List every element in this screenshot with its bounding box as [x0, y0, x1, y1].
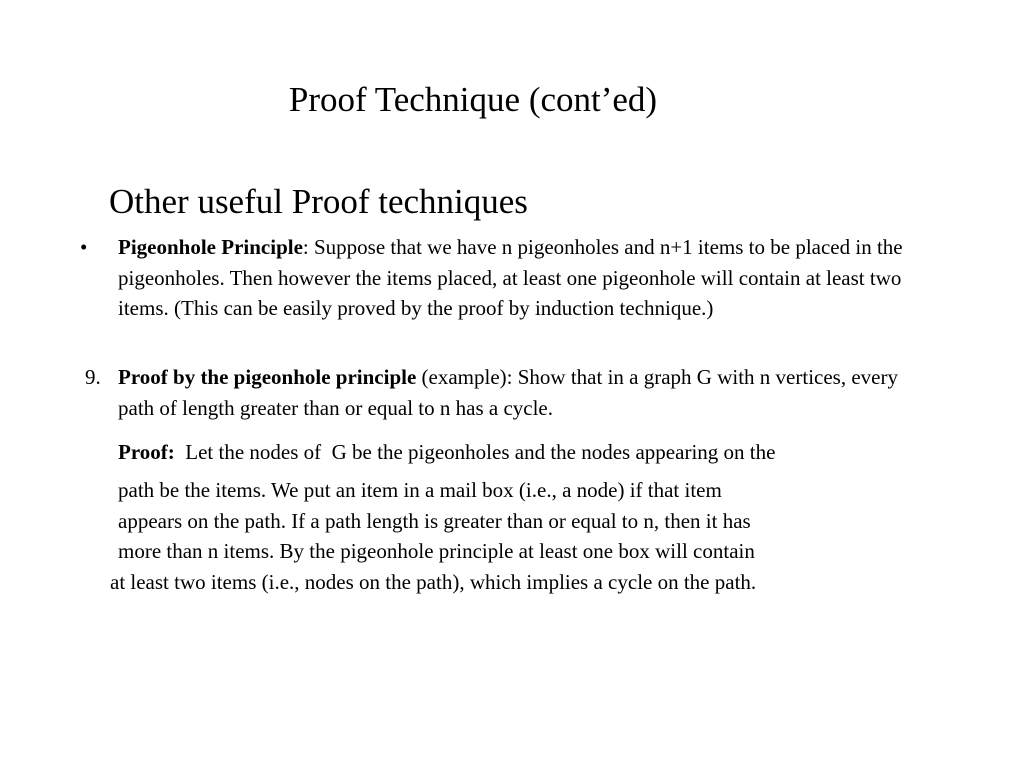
example-paragraph: [118, 362, 928, 423]
proof-line-1: [118, 437, 775, 467]
proof-line-5: at least two items (i.e., nodes on the path), which implies a cycle on the path.: [110, 570, 757, 594]
pigeonhole-principle-text: : Suppose that we have n pigeonholes and n+1 items to be placed in the pigeonholes. Then however the items placed, at least one pigeonhole will contain at least two items. (This can be easily proved by the proof by induction technique.): [118, 235, 903, 320]
item-number: 9.: [85, 365, 101, 389]
example-text: (example): Show that in a graph G with n vertices, every path of length greater than or equal to n has a cycle.: [118, 365, 898, 420]
example-term: Proof by the pigeonhole principle: [118, 365, 417, 389]
section-heading: Other useful Proof techniques: [109, 182, 528, 221]
proof-line-4: more than n items. By the pigeonhole principle at least one box will contain: [118, 539, 755, 563]
proof-label: Proof:: [118, 440, 175, 464]
proof-line-3: appears on the path. If a path length is greater than or equal to n, then it has: [118, 509, 751, 533]
slide-title: Proof Technique (cont’ed): [288, 80, 658, 119]
pigeonhole-principle-paragraph: [118, 232, 938, 324]
pigeonhole-principle-term: Pigeonhole Principle: [118, 235, 303, 259]
proof-line-1-text: Let the nodes of G be the pigeonholes and the nodes appearing on the: [174, 440, 776, 464]
proof-line-2: path be the items. We put an item in a mail box (i.e., a node) if that item: [118, 478, 722, 502]
bullet-marker: •: [80, 235, 88, 259]
